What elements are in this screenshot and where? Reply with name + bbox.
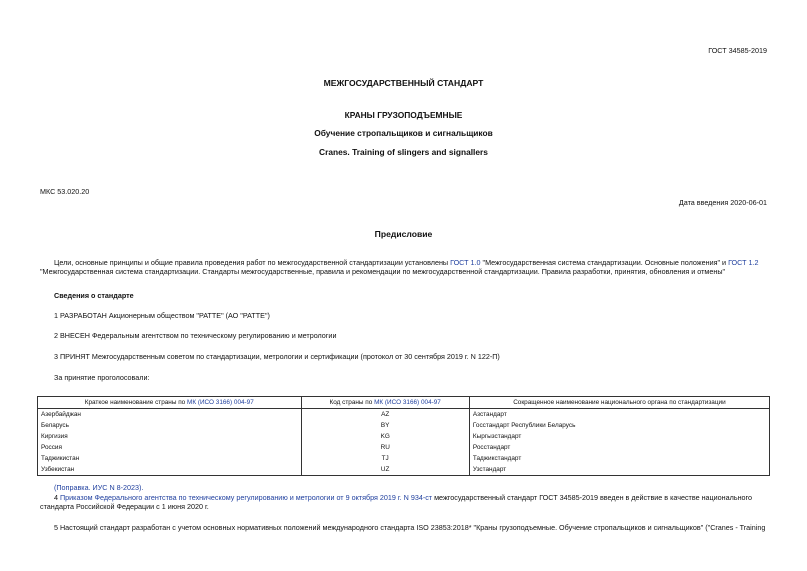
gost-1-0-link[interactable]: ГОСТ 1.0 — [450, 258, 481, 267]
doc-code: ГОСТ 34585-2019 — [708, 46, 767, 55]
title-main: КРАНЫ ГРУЗОПОДЪЕМНЫЕ — [344, 110, 463, 120]
mk-iso-link[interactable]: МК (ИСО 3166) 004-97 — [374, 398, 441, 406]
header-org-name: Сокращенное наименование национального органа по стандартизации — [469, 397, 769, 409]
item-4-text: межгосударственный стандарт ГОСТ 34585-2019 введен в действие в качестве национального стандарта Российской Федерации с 1 июня 2020 г. — [40, 493, 753, 511]
org-cell: Азстандарт — [469, 409, 769, 421]
item-4-paragraph — [40, 493, 768, 511]
foreword-text-3: "Межгосударственная система стандартизации. Стандарты межгосударственные, правила и рекомендации по межгосударственной стандартизации. Правила разработки, принятия, обновления и отмены" — [40, 267, 726, 276]
mk-iso-link[interactable]: МК (ИСО 3166) 004-97 — [187, 398, 254, 406]
code-cell: TJ — [301, 453, 469, 464]
order-link[interactable]: Приказом Федерального агентства по техническому регулированию и метрологии от 9 октября 2019 г. N 934-ст — [60, 493, 433, 502]
table-header-row — [38, 397, 770, 409]
header-code-text: Код страны по — [329, 398, 375, 406]
gost-1-2-link[interactable]: ГОСТ 1.2 — [728, 258, 759, 267]
code-cell: UZ — [301, 464, 469, 476]
header-country-text: Краткое наименование страны по — [84, 398, 187, 406]
org-cell: Кыргызстандарт — [469, 431, 769, 442]
amendment-link[interactable]: (Поправка. ИУС N 8-2023). — [54, 483, 144, 492]
table-row — [38, 442, 770, 453]
country-cell: Беларусь — [38, 420, 302, 431]
country-cell: Киргизия — [38, 431, 302, 442]
table-row — [38, 464, 770, 476]
info-heading: Сведения о стандарте — [54, 291, 134, 300]
org-cell: Госстандарт Республики Беларусь — [469, 420, 769, 431]
code-cell: AZ — [301, 409, 469, 421]
code-cell: BY — [301, 420, 469, 431]
intro-date: Дата введения 2020-06-01 — [678, 198, 767, 207]
country-cell: Таджикистан — [38, 453, 302, 464]
code-cell: RU — [301, 442, 469, 453]
org-cell: Росстандарт — [469, 442, 769, 453]
mks-code: МКС 53.020.20 — [40, 187, 90, 196]
table-row — [38, 453, 770, 464]
countries-table — [37, 396, 770, 476]
table-row — [38, 409, 770, 421]
org-cell: Таджикстандарт — [469, 453, 769, 464]
item-3: 3 ПРИНЯТ Межгосударственным советом по стандартизации, метрологии и сертификации (протокол от 30 сентября 2019 г. N 122-П) — [54, 352, 500, 361]
item-5: 5 Настоящий стандарт разработан с учетом основных нормативных положений международного стандарта ISO 23853:2018* "Краны грузоподъемные. Обучение стропальщиков и сигнальщиков" ("Cranes - Training — [54, 523, 766, 532]
item-1: 1 РАЗРАБОТАН Акционерным обществом "РАТТЕ" (АО "РАТТЕ") — [54, 311, 270, 320]
item-4-number: 4 — [54, 493, 60, 502]
title-english: Cranes. Training of slingers and signallers — [319, 147, 488, 157]
country-cell: Азербайджан — [38, 409, 302, 421]
table-row — [38, 420, 770, 431]
foreword-title: Предисловие — [374, 229, 433, 239]
header-country-name — [38, 397, 302, 409]
voted-label: За принятие проголосовали: — [54, 373, 150, 382]
title-subtitle: Обучение стропальщиков и сигнальщиков — [314, 128, 493, 138]
header-title: МЕЖГОСУДАРСТВЕННЫЙ СТАНДАРТ — [323, 78, 484, 88]
table-row — [38, 431, 770, 442]
item-2: 2 ВНЕСЕН Федеральным агентством по техническому регулированию и метрологии — [54, 331, 337, 340]
foreword-text-1: Цели, основные принципы и общие правила проведения работ по межгосударственной стандартизации установлены — [54, 258, 451, 267]
code-cell: KG — [301, 431, 469, 442]
country-cell: Узбекистан — [38, 464, 302, 476]
foreword-text-2: "Межгосударственная система стандартизации. Основные положения" и — [480, 258, 729, 267]
foreword-paragraph — [40, 258, 768, 276]
org-cell: Узстандарт — [469, 464, 769, 476]
country-cell: Россия — [38, 442, 302, 453]
header-country-code — [301, 397, 469, 409]
